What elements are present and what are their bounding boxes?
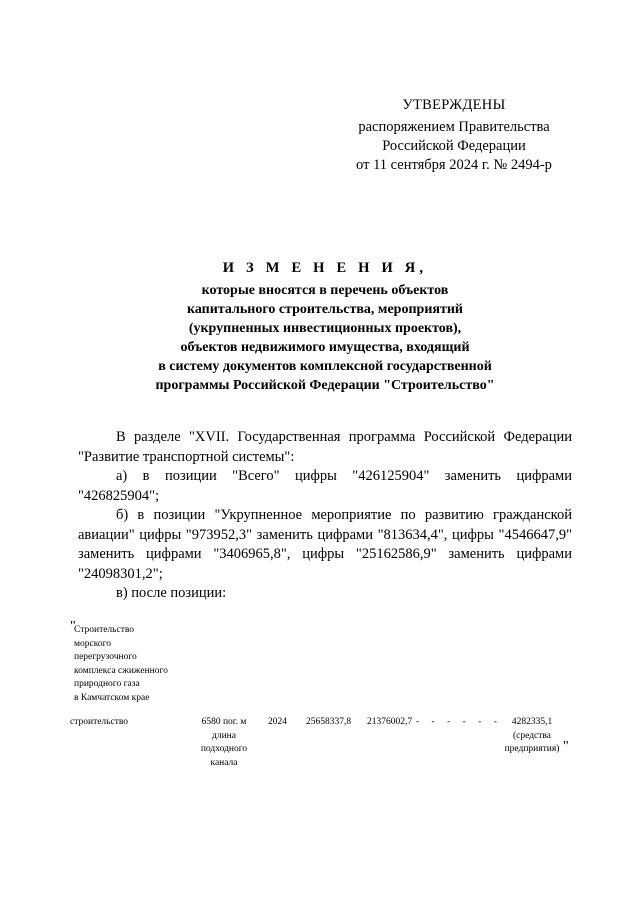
approval-stamp bbox=[340, 96, 568, 175]
object-name-cell: Строительство морского перегрузочного комплекса сжиженного природного газа в Камчатском крае bbox=[74, 625, 168, 703]
heading-subtitle-line-3: (укрупненных инвестиционных проектов), bbox=[188, 321, 462, 336]
heading-subtitle-line-6: программы Российской Федерации "Строительство" bbox=[155, 378, 495, 393]
inserted-table-fragment bbox=[70, 620, 580, 780]
heading-subtitle-line-1: которые вносятся в перечень объектов bbox=[201, 283, 449, 298]
heading-subtitle-line-5: в систему документов комплексной государственной bbox=[158, 359, 492, 374]
approved-title: УТВЕРЖДЕНЫ bbox=[402, 97, 506, 113]
document-heading bbox=[78, 260, 572, 395]
empty-columns-dashes: - - - - - - bbox=[416, 717, 502, 727]
year-cell: 2024 bbox=[268, 717, 287, 727]
heading-subtitle-line-2: капитального строительства, мероприятий bbox=[187, 302, 463, 317]
total-cost-cell: 25658337,8 bbox=[306, 717, 352, 727]
federal-budget-cell: 21376002,7 bbox=[367, 717, 413, 727]
changes-title: И З М Е Н Е Н И Я, bbox=[222, 260, 428, 276]
capacity-cell: 6580 пог. м длина подходного канала bbox=[200, 717, 248, 768]
item-a-paragraph: а) в позиции "Всего" цифры "426125904" заменить цифрами "426825904"; bbox=[78, 468, 572, 504]
closing-quote: " bbox=[563, 739, 569, 754]
other-sources-cell: 4282335,1 (средства предприятия) bbox=[504, 717, 560, 754]
approval-line-3: от 11 сентября 2024 г. № 2494-р bbox=[356, 157, 552, 173]
approval-line-1: распоряжением Правительства bbox=[358, 119, 550, 135]
heading-subtitle-line-4: объектов недвижимого имущества, входящий bbox=[180, 340, 470, 355]
work-kind-cell: строительство bbox=[70, 717, 129, 727]
approval-line-2: Российской Федерации bbox=[382, 138, 526, 154]
opening-quote: " bbox=[70, 619, 76, 634]
intro-paragraph: В разделе "XVII. Государственная программа Российской Федерации "Развитие транспортной системы": bbox=[78, 429, 572, 465]
document-body bbox=[78, 428, 572, 604]
item-b-paragraph: б) в позиции "Укрупненное мероприятие по развитию гражданской авиации" цифры "973952,3" заменить цифрами "813634,4", цифры "4546647,9" заменить цифрами "3406965,8", цифры "25162586,9" заменить цифрами "24098301,2"; bbox=[78, 507, 572, 582]
item-c-paragraph: в) после позиции: bbox=[116, 585, 227, 601]
